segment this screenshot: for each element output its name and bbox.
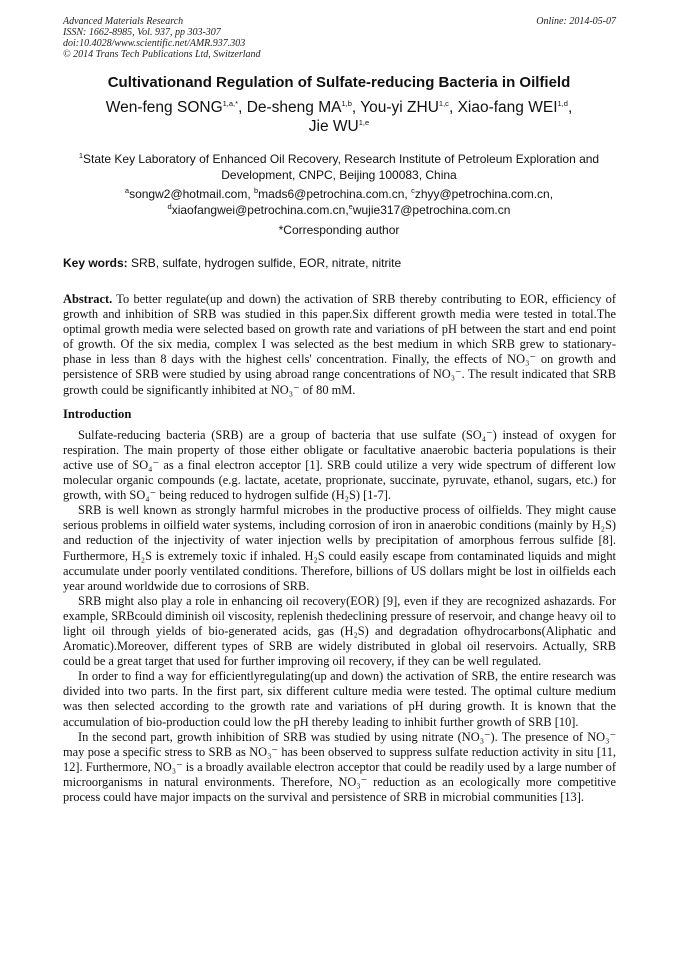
intro-paragraph: SRB is well known as strongly harmful microbes in the productive process of oilfields. They might cause serious problems in oilfield water systems, including corrosion of iron in anaerobic conditions (mainly by H₂S) and reduction of the injectivity of water injection wells by precipitation of amorphous ferrous sulfide [8]. Furthermore, H₂S is extremely toxic if inhaled. H₂S could easily escape from contaminated liquids and might accumulate under poorly ventilated conditions. Therefore, billions of US dollars might be lost in oilfields each year around worldwide due to corrosions of SRB.	[63, 503, 616, 593]
author: Xiao-fang WEI$^{1,d}$	[457, 98, 568, 116]
intro-paragraph: SRB might also play a role in enhancing oil recovery(EOR) [9], even if they are recognized ashazards. For example, SRBcould diminish oil viscosity, replenish thedeclining pressure of reservoir, and change heavy oil to light oil through yields of bio-generated acids, gas (H₂S) and degradation ofhydrocarbons(Aliphatic and Aromatic).Moreover, different types of SRB are widely distributed in global oil reservoirs. Actually, SRB could be a great target that used for further improving oil recovery, if they can be well regulated.	[63, 593, 616, 669]
email-list: $^a$songw2@hotmail.com, $^b$mads6@petrochina.com.cn, $^c$zhyy@petrochina.com.cn, $^d$xiaofangwei@petrochina.com.cn,$^e$wujie317@petrochina.com.cn	[124, 186, 554, 217]
intro-paragraph: In the second part, growth inhibition of SRB was studied by using nitrate (NO₃⁻). The presence of NO₃⁻ may pose a specific stress to SRB as NO₃⁻ has been observed to suppress sulfate reduction activity in situ [11, 12]. Furthermore, NO₃⁻ is a broadly available electron acceptor that could be readily used by a large number of microorganisms in natural environments. Therefore, NO₃⁻ reduction as an ecologically more competitive process could have major impacts on the survival and persistence of SRB in microbial communities [13].	[63, 729, 616, 804]
paper-body	[63, 292, 616, 805]
keywords-label: Key words:	[63, 256, 128, 270]
author: Jie WU$^{1,e}$	[308, 117, 370, 135]
keywords-text: SRB, sulfate, hydrogen sulfide, EOR, nitrate, nitrite	[131, 256, 402, 270]
online-date: Online: 2014-05-07	[536, 16, 616, 27]
author: De-sheng MA$^{1,b}$	[246, 98, 352, 116]
copyright-line: © 2014 Trans Tech Publications Ltd, Switzerland	[63, 49, 261, 60]
abstract	[63, 292, 616, 398]
doi-line: doi:10.4028/www.scientific.net/AMR.937.303	[63, 38, 246, 49]
journal-name: Advanced Materials Research	[63, 16, 184, 27]
keywords	[63, 256, 616, 270]
email-link[interactable]: $^b$mads6@petrochina.com.cn	[253, 186, 405, 201]
abstract-text: To better regulate(up and down) the activation of SRB thereby contributing to EOR, efficiency of growth and inhibition of SRB was studied in this paper.Six different growth media were tested in total.The optimal growth media were selected based on growth rate and variations of pH between the start and end point of growth. Of the six media, complex I was selected as the best medium in which SRB grew to stationary-phase in less than 8 days with the highest cells' concentration. Finally, the effects of NO₃⁻ on growth and persistence of SRB were studied by using abroad range concentrations of NO₃⁻. The result indicated that SRB growth could be significantly inhibited at NO₃⁻ of 80 mM.	[63, 292, 616, 397]
paper-title: Cultivationand Regulation of Sulfate-reducing Bacteria in Oilfield	[107, 74, 571, 91]
author: You-yi ZHU$^{1,c}$	[360, 98, 449, 116]
intro-paragraph: In order to find a way for efficientlyregulating(up and down) the activation of SRB, the entire research was divided into two parts. In the first part, six different culture media were tested. The optimal culture medium was then selected according to the growth rate and variations of pH during growth. It is known that the accumulation of bio-production could low the pH thereby leading to inhibit further growth of SRB [10].	[63, 669, 616, 729]
abstract-label: Abstract.	[63, 292, 113, 306]
author-list: Wen-feng $SONG^{1,a,*}$, De-sheng MA$^{1,b}$, You-yi ZHU$^{1,c}$, Xiao-fang WEI$^{1,d}$, Jie WU$^{1,e}$	[105, 98, 573, 135]
email-link[interactable]: $^e$wujie317@petrochina.com.cn	[348, 201, 511, 217]
email-link[interactable]: $^d$xiaofangwei@petrochina.com.cn	[167, 201, 346, 217]
intro-paragraph: Sulfate-reducing bacteria (SRB) are a group of bacteria that use sulfate (SO₄⁻) instead of oxygen for respiration. The main property of those either obligate or facultative anaerobic bacteria populations is their active use of SO₄⁻ as a final electron acceptor [1]. SRB could utilize a very wide spectrum of different low molecular organic compounds (e.g. lactate, acetate, proprionate, succinate, pyruvate, ethanol, sugars, etc.) for growth, with SO₄⁻ being reduced to hydrogen sulfide (H₂S) [1-7].	[63, 427, 616, 503]
email-link[interactable]: $^c$zhyy@petrochina.com.cn	[411, 186, 550, 201]
issn-line: ISSN: 1662-8985, Vol. 937, pp 303-307	[63, 27, 221, 38]
email-link[interactable]: $^a$songw2@hotmail.com	[124, 186, 248, 201]
journal-header	[63, 16, 616, 60]
section-heading-introduction: Introduction	[63, 406, 132, 421]
affiliation: $^1$State Key Laboratory of Enhanced Oil Recovery, Research Institute of Petroleum Exploration and Development, CNPC, Beijing 100083, China	[78, 151, 600, 182]
author: Wen-feng $SONG^{1,a,*}$	[105, 98, 239, 116]
corresponding-author-note: *Corresponding author	[278, 223, 400, 237]
